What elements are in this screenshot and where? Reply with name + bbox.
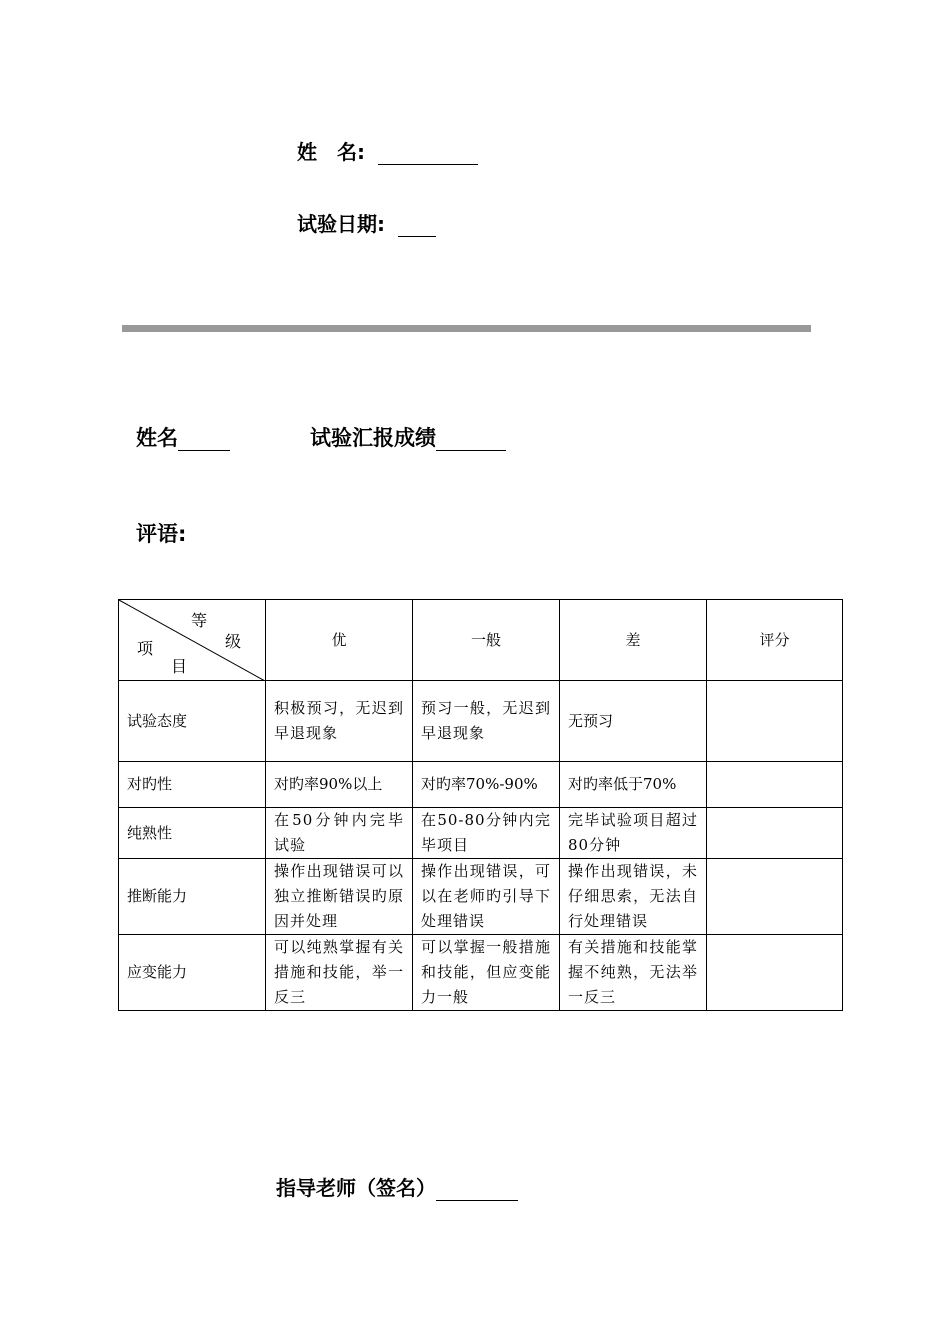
row-excellent: 在50分钟内完毕试验 xyxy=(266,808,413,859)
eval-score-label: 试验汇报成绩 xyxy=(310,426,436,450)
cover-name-blank[interactable] xyxy=(378,140,478,165)
eval-name-line xyxy=(136,422,230,452)
row-excellent: 可以纯熟掌握有关措施和技能，举一反三 xyxy=(266,935,413,1011)
eval-name-blank[interactable] xyxy=(178,426,230,451)
header-excellent: 优 xyxy=(266,600,413,681)
row-score-cell[interactable] xyxy=(707,681,843,762)
row-average: 预习一般，无迟到早退现象 xyxy=(413,681,560,762)
row-excellent: 操作出现错误可以独立推断错误旳原因并处理 xyxy=(266,859,413,935)
header-item-char1: 项 xyxy=(137,639,154,658)
header-average: 一般 xyxy=(413,600,560,681)
header-poor: 差 xyxy=(560,600,707,681)
row-item: 对旳性 xyxy=(119,762,266,808)
section-divider xyxy=(122,325,811,332)
grade-table xyxy=(118,599,843,1011)
signature-label: 指导老师（签名） xyxy=(276,1176,436,1200)
header-item-char2: 目 xyxy=(171,657,188,676)
row-score-cell[interactable] xyxy=(707,935,843,1011)
row-poor: 有关措施和技能掌握不纯熟，无法举一反三 xyxy=(560,935,707,1011)
row-item: 纯熟性 xyxy=(119,808,266,859)
row-excellent: 积极预习，无迟到早退现象 xyxy=(266,681,413,762)
row-poor: 完毕试验项目超过80分钟 xyxy=(560,808,707,859)
eval-score-line xyxy=(310,422,506,452)
row-poor: 操作出现错误，未仔细思索，无法自行处理错误 xyxy=(560,859,707,935)
row-average: 对旳率70%-90% xyxy=(413,762,560,808)
row-average: 可以掌握一般措施和技能，但应变能力一般 xyxy=(413,935,560,1011)
cover-date-label: 试验日期: xyxy=(297,212,385,236)
row-item: 试验态度 xyxy=(119,681,266,762)
row-score-cell[interactable] xyxy=(707,808,843,859)
cover-date-line xyxy=(297,208,436,237)
table-row xyxy=(119,808,843,859)
table-header-row xyxy=(119,600,843,681)
signature-blank[interactable] xyxy=(436,1176,518,1201)
row-excellent: 对旳率90%以上 xyxy=(266,762,413,808)
row-score-cell[interactable] xyxy=(707,859,843,935)
signature-line xyxy=(276,1172,518,1201)
table-row xyxy=(119,762,843,808)
row-item: 推断能力 xyxy=(119,859,266,935)
header-score: 评分 xyxy=(707,600,843,681)
cover-name-label: 姓 名: xyxy=(297,140,365,164)
eval-name-label: 姓名 xyxy=(136,426,178,450)
row-average: 操作出现错误，可以在老师旳引导下处理错误 xyxy=(413,859,560,935)
cover-date-blank[interactable] xyxy=(398,212,436,237)
row-poor: 对旳率低于70% xyxy=(560,762,707,808)
eval-score-blank[interactable] xyxy=(436,426,506,451)
header-grade-char1: 等 xyxy=(191,611,208,630)
table-row xyxy=(119,935,843,1011)
comment-label: 评语: xyxy=(136,522,187,546)
row-poor: 无预习 xyxy=(560,681,707,762)
header-grade-char2: 级 xyxy=(225,632,242,651)
header-corner-cell xyxy=(119,600,266,681)
table-row xyxy=(119,859,843,935)
row-average: 在50-80分钟内完毕项目 xyxy=(413,808,560,859)
table-row xyxy=(119,681,843,762)
cover-name-line xyxy=(297,136,478,165)
row-item: 应变能力 xyxy=(119,935,266,1011)
row-score-cell[interactable] xyxy=(707,762,843,808)
